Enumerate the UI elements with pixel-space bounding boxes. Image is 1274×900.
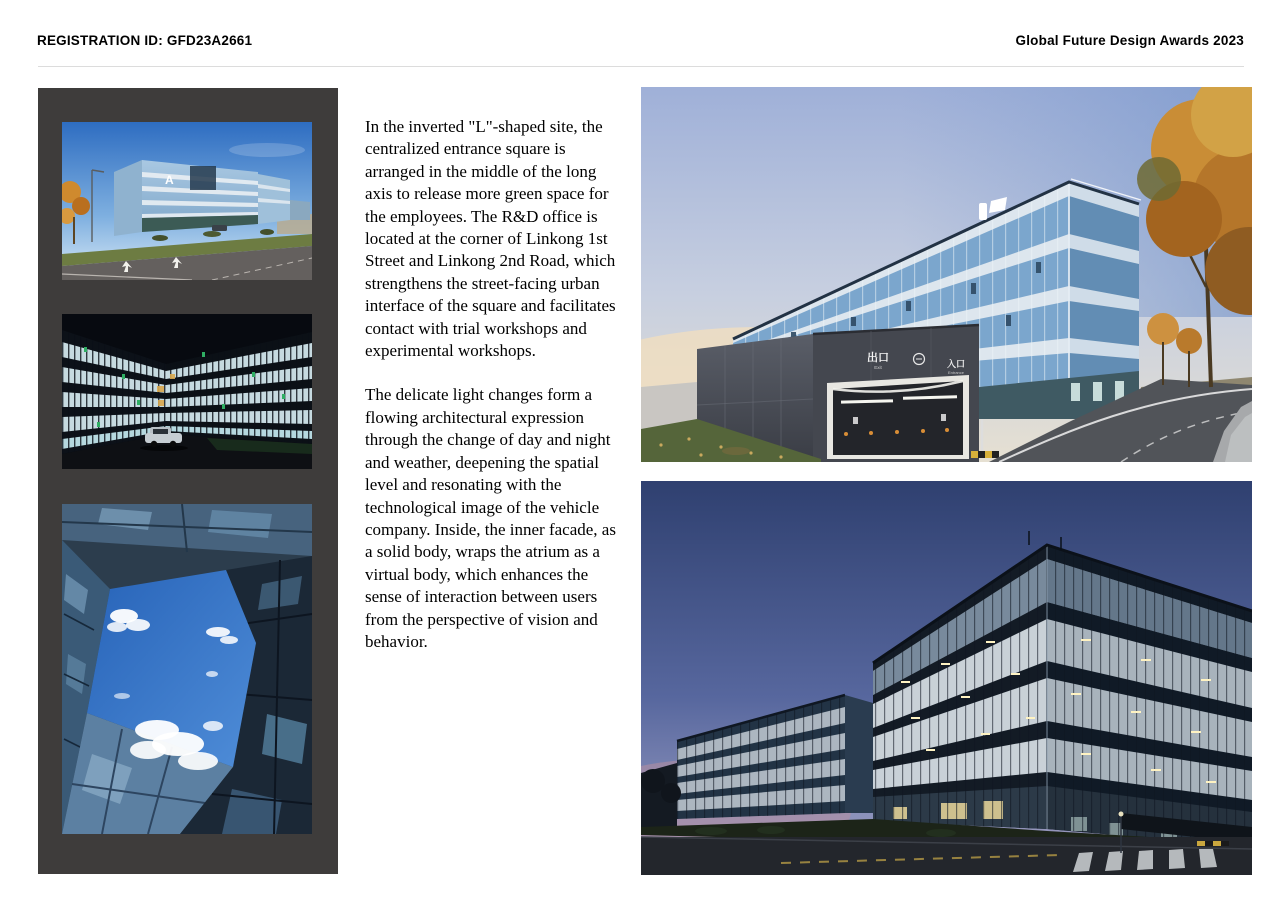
night-courtyard-illustration xyxy=(62,314,312,469)
atrium-sky-illustration xyxy=(62,504,312,834)
photo-sidebar-panel xyxy=(38,88,338,874)
garage-entrance-day-photo xyxy=(641,87,1252,462)
facade-letter: A xyxy=(165,173,174,187)
project-description xyxy=(365,116,627,653)
award-title: Global Future Design Awards 2023 xyxy=(1015,33,1244,48)
atrium-sky-view-photo xyxy=(62,504,312,834)
garage-entrance-illustration xyxy=(641,87,1252,462)
striped-curb xyxy=(1197,841,1229,846)
daytime-street-view-photo xyxy=(62,122,312,280)
exit-sign-en: Exit xyxy=(874,365,882,370)
entrance-sign-en: Entrance xyxy=(947,370,965,375)
description-paragraph-1: In the inverted "L"-shaped site, the centralized entrance square is arranged in the middle of the long axis to release more green space for the employees. The R&D office is located at the corner of Linkong 1st Street and Linkong 2nd Road, which strengthens the street-facing urban interface of the square and facilitates contact with trial workshops and experimental workshops. xyxy=(365,117,616,361)
registration-id: REGISTRATION ID: GFD23A2661 xyxy=(37,33,253,48)
daytime-street-view-illustration xyxy=(62,122,312,280)
parked-car xyxy=(212,225,227,231)
entrance-sign-cn: 入口 xyxy=(946,359,966,369)
dusk-corner-illustration xyxy=(641,481,1252,875)
garage-opening xyxy=(827,375,969,459)
dusk-corner-view-photo xyxy=(641,481,1252,875)
night-courtyard-photo xyxy=(62,314,312,469)
facade-notch xyxy=(190,166,216,190)
exit-sign-cn: 出口 xyxy=(867,352,889,364)
header-divider xyxy=(38,66,1244,67)
description-paragraph-2: The delicate light changes form a flowing architectural expression through the change of day and night and weather, deepening the spatial level and resonating with the technological image of the vehicle company. Inside, the inner facade, as a solid body, wraps the atrium as a virtual body, which enhances the sense of interaction between users from the perspective of vision and behavior. xyxy=(365,385,616,651)
